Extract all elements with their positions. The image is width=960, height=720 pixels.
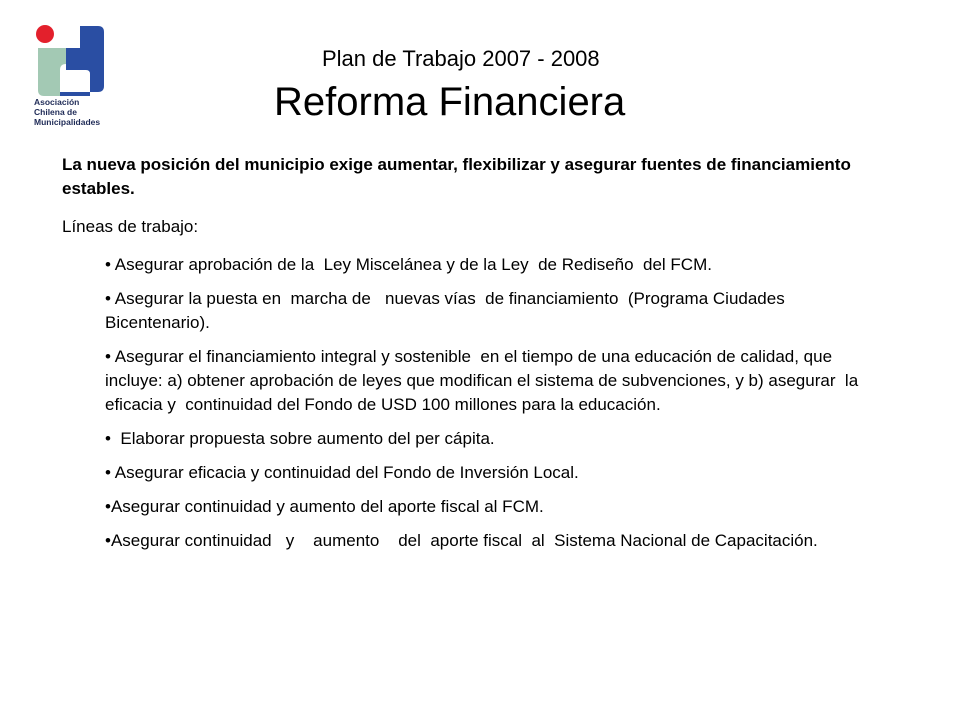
bullet-item: • Asegurar aprobación de la Ley Miscelánea y de la Ley de Rediseño del FCM. — [105, 255, 712, 274]
logo-text — [34, 97, 100, 127]
bullet-item: • Asegurar el financiamiento integral y sostenible en el tiempo de una educación de calidad, que incluye: a) obtener aprobación de leyes que modifican el sistema de subvenciones, y b) asegurar la eficacia y continuidad del Fondo de USD 100 millones para la educación. — [105, 347, 863, 414]
bullet-item: • Asegurar eficacia y continuidad del Fondo de Inversión Local. — [105, 463, 579, 482]
slide-subtitle: Plan de Trabajo 2007 - 2008 — [322, 46, 600, 71]
work-lines-label: Líneas de trabajo: — [62, 217, 199, 236]
bullet-item: •Asegurar continuidad y aumento del aporte fiscal al FCM. — [105, 497, 544, 516]
bullet-item: •Asegurar continuidad y aumento del aporte fiscal al Sistema Nacional de Capacitación. — [105, 531, 818, 550]
logo-red-dot — [36, 25, 54, 43]
bullet-item: • Asegurar la puesta en marcha de nuevas vías de financiamiento (Programa Ciudades Bicentenario). — [105, 289, 790, 332]
intro-paragraph: La nueva posición del municipio exige aumentar, flexibilizar y asegurar fuentes de financiamiento estables. — [62, 155, 851, 198]
bullet-list — [105, 253, 880, 563]
logo-text-line-2: Chilena de — [34, 107, 77, 117]
logo-text-line-1: Asociación — [34, 97, 80, 107]
logo-text-line-3: Municipalidades — [34, 117, 101, 127]
bullet-item: • Elaborar propuesta sobre aumento del per cápita. — [105, 429, 495, 448]
logo-blue-shape — [60, 26, 104, 96]
slide-title: Reforma Financiera — [274, 80, 626, 124]
